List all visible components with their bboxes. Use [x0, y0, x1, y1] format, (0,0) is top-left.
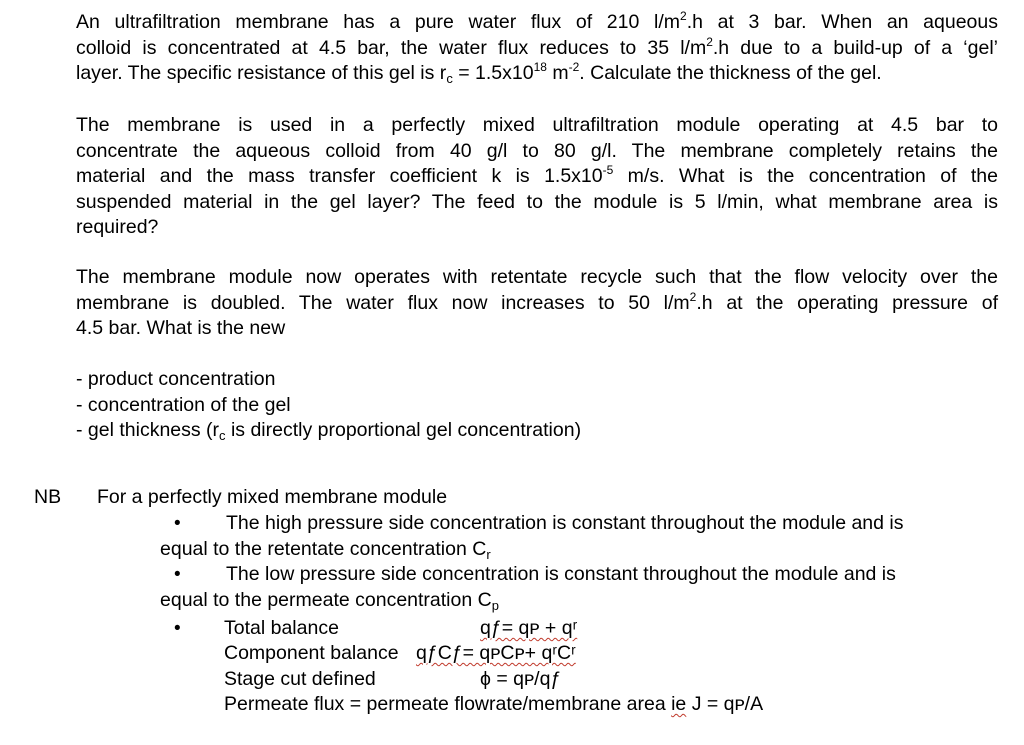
bullet1-line2: equal to the retentate concentration $C_r$	[160, 538, 491, 562]
para3-line1: The membrane module now operates with retentate recycle such that the flow velocity over the	[76, 266, 998, 288]
nb-label: NB	[34, 486, 62, 508]
para2-line3: material and the mass transfer coefficient k is $1.5x10^{-5}$ m/s. What is the concentration of the	[76, 163, 998, 187]
bullet1-line1: The high pressure side concentration is constant throughout the module and is	[226, 512, 904, 534]
para3-line3: 4.5 bar. What is the new	[76, 317, 286, 339]
list-item-product-concentration: - product concentration	[76, 368, 276, 390]
para2-line4: suspended material in the gel layer? The feed to the module is 5 l/min, what membrane area is	[76, 190, 998, 213]
para2-line1: The membrane is used in a perfectly mixed ultrafiltration module operating at 4.5 bar to	[76, 114, 998, 136]
bullet2-line2: equal to the permeate concentration $C_p$	[160, 589, 499, 613]
nb-heading: For a perfectly mixed membrane module	[97, 486, 448, 508]
total-balance-equation: qƒ= qᴘ + qʳ	[480, 617, 578, 639]
stage-cut-label: Stage cut defined	[224, 668, 376, 690]
para1-line3: layer. The specific resistance of this gel is $r_c = 1.5x10^{18}$ $m^{-2}$. Calculate the thickness of the gel.	[76, 60, 882, 86]
paragraph-module-operation	[76, 113, 998, 241]
total-balance-label: Total balance	[224, 617, 339, 639]
paragraph-retentate-recycle	[76, 265, 998, 342]
para2-line5: required?	[76, 216, 159, 238]
paragraph-gel-thickness	[76, 10, 998, 88]
para1-line1: An ultrafiltration membrane has a pure water flux of 210 $l/m^2.h$ at 3 bar. When an aqueous	[76, 9, 998, 33]
para1-line2: colloid is concentrated at 4.5 bar, the water flux reduces to 35 $l/m^2.h$ due to a build-up of a ‘gel’	[76, 34, 998, 59]
permeate-flux-definition: Permeate flux = permeate flowrate/membrane area ie J = qᴘ/A	[224, 693, 764, 715]
component-balance-equation: qƒCƒ= qᴘCᴘ+ qʳCʳ	[416, 642, 576, 664]
bullet-icon: •	[174, 618, 181, 639]
bullet-icon: •	[174, 513, 181, 534]
component-balance-label: Component balance	[224, 642, 399, 664]
para2-line2: concentrate the aqueous colloid from 40 g/l to 80 g/l. The membrane completely retains the	[76, 139, 998, 162]
question-list	[76, 367, 581, 445]
bullet-icon: •	[174, 564, 181, 585]
list-item-gel-concentration: - concentration of the gel	[76, 393, 291, 416]
stage-cut-equation: ϕ = qᴘ/qƒ	[480, 668, 562, 690]
bullet2-line1: The low pressure side concentration is constant throughout the module and is	[226, 563, 896, 585]
list-item-gel-thickness: - gel thickness ($r_c$ is directly proportional gel concentration)	[76, 419, 582, 443]
para3-line2: membrane is doubled. The water flux now increases to 50 $l/m^2.h$ at the operating pressure of	[76, 289, 998, 314]
